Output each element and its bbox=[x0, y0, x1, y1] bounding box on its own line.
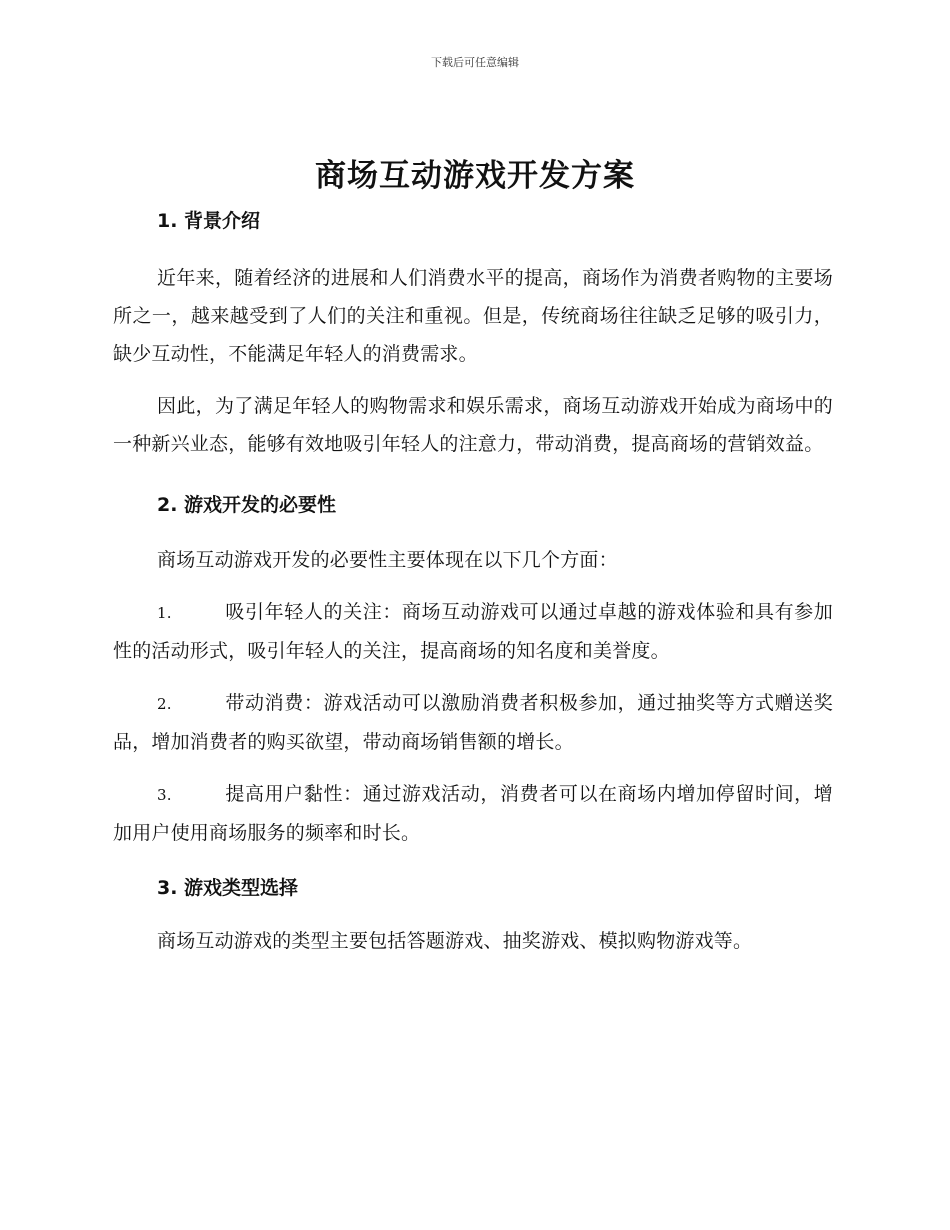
list-item-text: 提高用户黏性：通过游戏活动，消费者可以在商场内增加停留时间，增加用户使用商场服务的频率和时长。 bbox=[113, 783, 833, 844]
section-heading-game-types: 3. 游戏类型选择 bbox=[157, 877, 299, 899]
header-note: 下载后可任意编辑 bbox=[431, 56, 519, 69]
list-item-number: 3. bbox=[157, 786, 172, 804]
paragraph-background-2: 因此，为了满足年轻人的购物需求和娱乐需求，商场互动游戏开始成为商场中的一种新兴业态，能够有效地吸引年轻人的注意力，带动消费，提高商场的营销效益。 bbox=[113, 395, 833, 455]
list-item-text: 带动消费：游戏活动可以激励消费者积极参加，通过抽奖等方式赠送奖品，增加消费者的购买欲望，带动商场销售额的增长。 bbox=[113, 692, 833, 753]
section-heading-necessity: 2. 游戏开发的必要性 bbox=[157, 494, 337, 516]
document-body bbox=[113, 205, 833, 960]
paragraph-background-1: 近年来，随着经济的进展和人们消费水平的提高，商场作为消费者购物的主要场所之一，越来越受到了人们的关注和重视。但是，传统商场往往缺乏足够的吸引力，缺少互动性，不能满足年轻人的消费需求。 bbox=[113, 267, 833, 365]
page-title: 商场互动游戏开发方案 bbox=[315, 158, 635, 194]
list-item-number: 2. bbox=[157, 695, 172, 713]
list-item bbox=[113, 775, 833, 852]
list-item-number: 1. bbox=[157, 604, 172, 622]
list-item bbox=[113, 684, 833, 761]
list-item bbox=[113, 593, 833, 670]
paragraph-necessity-intro: 商场互动游戏开发的必要性主要体现在以下几个方面： bbox=[157, 549, 618, 571]
section-heading-background: 1. 背景介绍 bbox=[157, 210, 261, 232]
paragraph-game-types: 商场互动游戏的类型主要包括答题游戏、抽奖游戏、模拟购物游戏等。 bbox=[157, 930, 753, 952]
list-item-text: 吸引年轻人的关注：商场互动游戏可以通过卓越的游戏体验和具有参加性的活动形式，吸引年轻人的关注，提高商场的知名度和美誉度。 bbox=[113, 601, 833, 662]
